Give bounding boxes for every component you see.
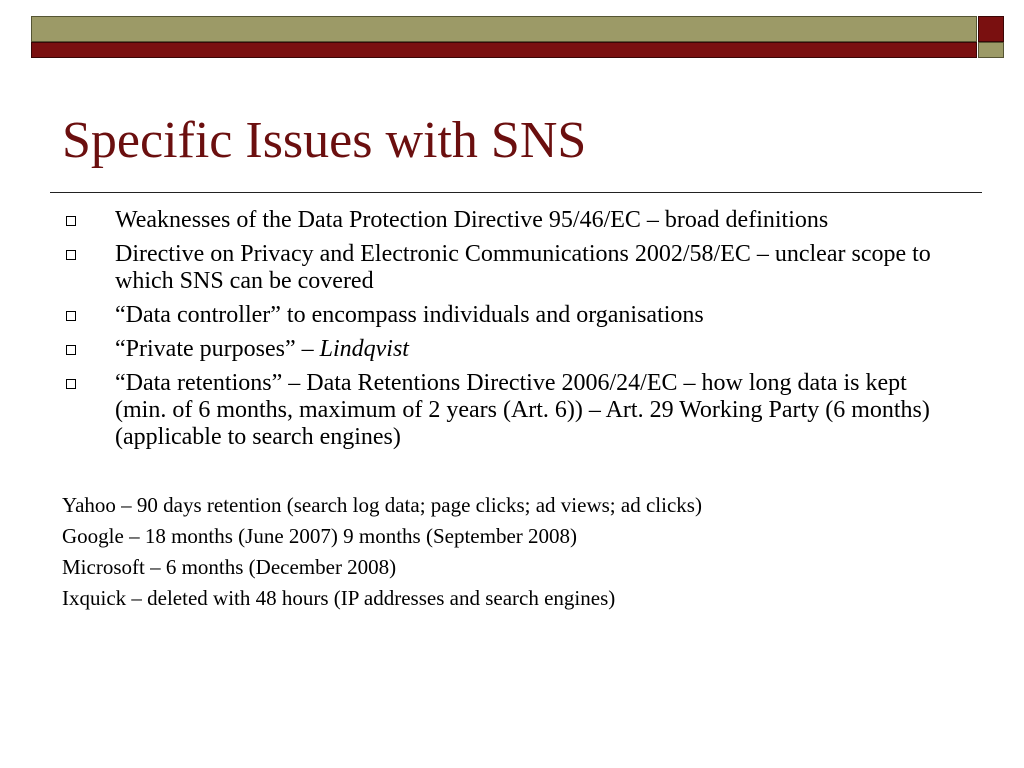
- header-maroon-square: [978, 16, 1004, 42]
- bullet-item: [64, 241, 964, 295]
- bullet-item: [64, 370, 964, 451]
- slide-title: Specific Issues with SNS: [62, 112, 587, 169]
- note-line: Microsoft – 6 months (December 2008): [62, 555, 397, 579]
- bullet-text: [115, 336, 409, 362]
- bullet-text: “Data retentions” – Data Retentions Directive 2006/24/EC – how long data is kept (min. of 6 months, maximum of 2 years (Art. 6)) – Art. 29 Working Party (6 months) (applicable to search engines): [115, 370, 930, 450]
- bullet-text: “Data controller” to encompass individuals and organisations: [115, 302, 704, 328]
- header-olive-bar: [31, 16, 977, 42]
- hollow-square-icon: [66, 379, 76, 389]
- bullet-text: Weaknesses of the Data Protection Directive 95/46/EC – broad definitions: [115, 207, 829, 233]
- case-name-emphasis: Lindqvist: [319, 336, 409, 362]
- bullet-item: [64, 302, 964, 329]
- hollow-square-icon: [66, 250, 76, 260]
- hollow-square-icon: [66, 345, 76, 355]
- hollow-square-icon: [66, 216, 76, 226]
- header-olive-square: [978, 42, 1004, 58]
- bullet-text: Directive on Privacy and Electronic Communications 2002/58/EC – unclear scope to which SNS can be covered: [115, 241, 931, 294]
- bullet-item: [64, 336, 964, 363]
- title-divider: [50, 192, 982, 193]
- retention-notes: [62, 493, 962, 617]
- bullet-text-plain: “Private purposes” –: [115, 336, 320, 362]
- header-maroon-bar: [31, 42, 977, 58]
- note-line: Google – 18 months (June 2007) 9 months (September 2008): [62, 524, 578, 548]
- bullet-list: [64, 207, 964, 458]
- note-line: Ixquick – deleted with 48 hours (IP addresses and search engines): [62, 586, 616, 610]
- hollow-square-icon: [66, 311, 76, 321]
- note-line: Yahoo – 90 days retention (search log data; page clicks; ad views; ad clicks): [62, 493, 702, 517]
- bullet-item: [64, 207, 964, 234]
